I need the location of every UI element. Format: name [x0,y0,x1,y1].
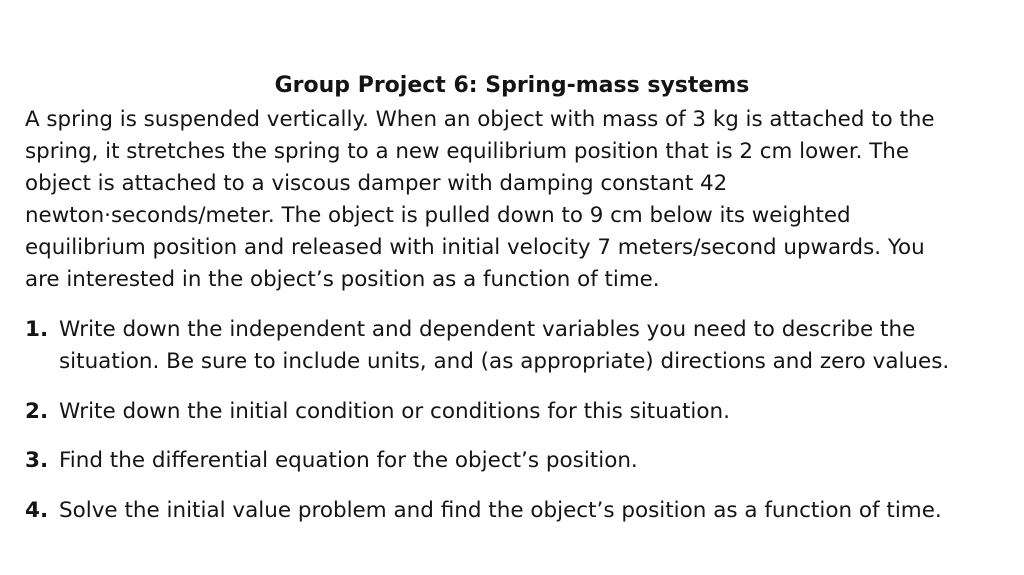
question-number: 1. [25,317,49,342]
question-line: Find the differential equation for the object’s position. [59,448,638,473]
page-title: Group Project 6: Spring-mass systems [274,73,750,98]
question-item-2 [25,396,1015,428]
question-item-4 [25,495,1015,527]
problem-statement [25,104,1005,296]
question-text [59,495,1015,527]
problem-line: spring, it stretches the spring to a new equilibrium position that is 2 cm lower. The [25,139,909,164]
problem-line: newton·seconds/meter. The object is pulled down to 9 cm below its weighted [25,203,851,228]
question-line: situation. Be sure to include units, and (as appropriate) directions and zero values. [59,349,950,374]
problem-line: object is attached to a viscous damper with damping constant 42 [25,171,728,196]
question-text [59,445,1015,477]
question-number: 4. [25,497,49,523]
question-line: Write down the initial condition or conditions for this situation. [59,398,730,424]
question-number: 3. [25,448,49,473]
problem-line: are interested in the object’s position as a function of time. [25,267,660,292]
problem-line: A spring is suspended vertically. When an object with mass of 3 kg is attached to the [25,107,935,132]
question-list [25,314,1015,544]
question-item-3 [25,445,1015,477]
problem-line: equilibrium position and released with initial velocity 7 meters/second upwards. You [25,235,925,260]
question-line: Solve the initial value problem and find the object’s position as a function of time. [59,497,942,523]
question-text [59,314,1015,378]
question-text [59,396,1015,428]
question-line: Write down the independent and dependent variables you need to describe the [59,317,916,342]
question-item-1 [25,314,1015,378]
question-number: 2. [25,398,49,424]
